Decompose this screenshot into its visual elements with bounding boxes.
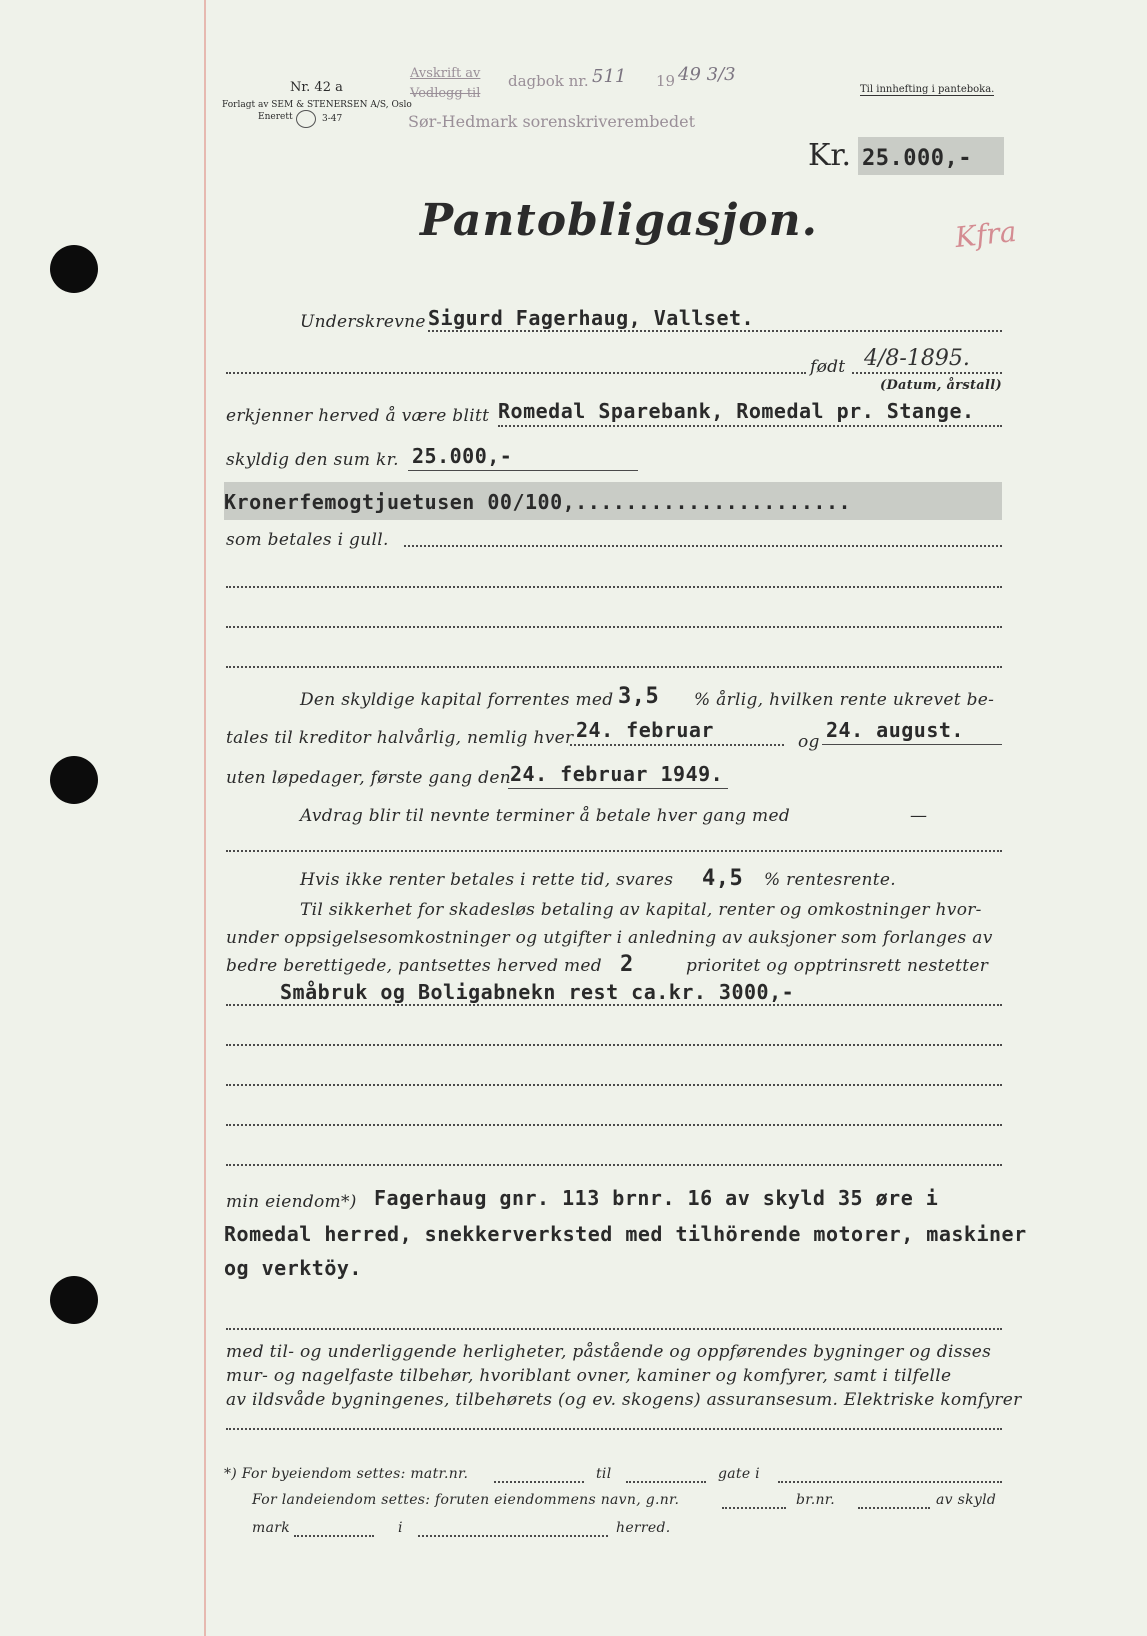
footnote-line-2: For landeiendom settes: foruten eiendommens navn, g.nr. xyxy=(252,1492,680,1508)
sum-words: Kronerfemogtjuetusen 00/100,...................... xyxy=(224,490,852,514)
publisher-logo xyxy=(296,110,316,128)
dotted-line xyxy=(226,372,806,374)
dotted-line xyxy=(294,1535,374,1537)
terms-line-1: med til- og underliggende herligheter, påstående og oppførendes bygninger og disses xyxy=(226,1342,992,1362)
dotted-line xyxy=(226,850,1002,852)
term-date-1: 24. februar xyxy=(576,718,714,742)
first-date-underline xyxy=(508,788,728,789)
og-text: og xyxy=(798,732,820,752)
stamp-avskrift: Avskrift av xyxy=(410,66,481,81)
page-title: Pantobligasjon. xyxy=(420,195,818,246)
sum-amount: 25.000,- xyxy=(412,444,513,468)
security-line-3b: prioritet og opptrinsrett nestetter xyxy=(686,956,989,976)
amount-prefix: Kr. xyxy=(808,138,851,173)
property-line-2: Romedal herred, snekkerverksted med tilhörende motorer, maskiner xyxy=(224,1222,1027,1246)
dagbok-number: 511 xyxy=(592,66,627,87)
stamp-year-prefix: 19 xyxy=(656,72,676,90)
dotted-line xyxy=(494,1481,584,1483)
dotted-line xyxy=(418,1535,608,1537)
dotted-line xyxy=(570,744,784,746)
footnote-line-1: *) For byeiendom settes: matr.nr. xyxy=(224,1466,469,1482)
priority-value: 2 xyxy=(620,952,634,977)
debtor-name: Sigurd Fagerhaug, Vallset. xyxy=(428,306,755,330)
publisher-code: 3-47 xyxy=(322,114,343,124)
dotted-line xyxy=(428,330,1002,332)
dotted-line xyxy=(226,626,1002,628)
footnote-skyld: av skyld xyxy=(936,1492,997,1508)
dotted-line xyxy=(226,1084,1002,1086)
security-line-1: Til sikkerhet for skadesløs betaling av kapital, renter og omkostninger hvor- xyxy=(300,900,982,920)
dotted-line xyxy=(226,586,1002,588)
terms-line-3: av ildsvåde bygningenes, tilbehørets (og ev. skogens) assuransesum. Elektriske komfyrer xyxy=(226,1390,1022,1410)
stamp-office: Sør-Hedmark sorenskriverembedet xyxy=(408,112,696,131)
dotted-line xyxy=(226,1044,1002,1046)
dotted-line xyxy=(226,666,1002,668)
prior-claim: Småbruk og Boligabnekn rest ca.kr. 3000,- xyxy=(280,980,795,1004)
security-line-3: bedre berettigede, pantsettes herved med xyxy=(226,956,602,976)
dotted-line xyxy=(722,1507,786,1509)
first-date-label: uten løpedager, første gang den xyxy=(226,768,511,788)
dotted-line xyxy=(226,1124,1002,1126)
dotted-line xyxy=(226,1328,1002,1330)
publisher-enerett: Enerett xyxy=(258,112,293,122)
property-label: min eiendom*) xyxy=(226,1192,357,1212)
term-date-2: 24. august. xyxy=(826,718,964,742)
dotted-line xyxy=(852,372,1002,374)
installment-value: — xyxy=(910,806,928,826)
born-date: 4/8-1895. xyxy=(864,346,970,371)
term-underline xyxy=(822,744,1002,745)
installment-text: Avdrag blir til nevnte terminer å betale hver gang med xyxy=(300,806,790,826)
dotted-line xyxy=(226,1164,1002,1166)
property-line-3: og verktöy. xyxy=(224,1256,362,1280)
dotted-line xyxy=(404,545,1002,547)
first-date: 24. februar 1949. xyxy=(510,762,724,786)
late-rate: 4,5 xyxy=(702,866,744,891)
footnote-til: til xyxy=(596,1466,612,1482)
payment-label: som betales i gull. xyxy=(226,530,389,550)
publisher-line: Forlagt av SEM & STENERSEN A/S, Oslo xyxy=(222,100,412,110)
year-date: 49 3/3 xyxy=(678,64,736,85)
footnote-herred: herred. xyxy=(616,1520,671,1536)
footnote-gate: gate i xyxy=(718,1466,760,1482)
security-line-2: under oppsigelsesomkostninger og utgifter i anledning av auksjoner som forlanges av xyxy=(226,928,993,948)
footnote-mark: mark xyxy=(252,1520,290,1536)
footnote-i: i xyxy=(398,1520,403,1536)
dotted-line xyxy=(778,1481,1002,1483)
punch-hole xyxy=(50,245,98,293)
stamp-vedlegg: Vedlegg til xyxy=(410,86,481,101)
late-text-b: % rentesrente. xyxy=(764,870,896,890)
born-hint: (Datum, årstall) xyxy=(880,378,1002,393)
property-line-1: Fagerhaug gnr. 113 brnr. 16 av skyld 35 øre i xyxy=(374,1186,939,1210)
interest-text: Den skyldige kapital forrentes med xyxy=(300,690,614,710)
footnote-brnr: br.nr. xyxy=(796,1492,835,1508)
sum-label: skyldig den sum kr. xyxy=(226,450,399,470)
dotted-line xyxy=(498,425,1002,427)
check-mark: Kfra xyxy=(953,214,1018,255)
interest-rate: 3,5 xyxy=(618,684,660,709)
punch-hole xyxy=(50,1276,98,1324)
punch-hole xyxy=(50,756,98,804)
interest-text-b: % årlig, hvilken rente ukrevet be- xyxy=(694,690,995,710)
creditor-name: Romedal Sparebank, Romedal pr. Stange. xyxy=(498,399,975,423)
stamp-dagbok: dagbok nr. xyxy=(508,72,589,90)
born-label: født xyxy=(810,357,846,377)
amount-value: 25.000,- xyxy=(862,146,972,171)
form-number: Nr. 42 a xyxy=(290,80,343,95)
binding-note: Til innhefting i panteboka. xyxy=(860,84,995,95)
margin-line xyxy=(204,0,206,1636)
late-text: Hvis ikke renter betales i rette tid, svares xyxy=(300,870,674,890)
dotted-line xyxy=(226,1004,1002,1006)
debtor-label: Underskrevne xyxy=(300,312,426,332)
sum-underline xyxy=(408,470,638,471)
terms-line-2: mur- og nagelfaste tilbehør, hvoriblant ovner, kaminer og komfyrer, samt i tilfelle xyxy=(226,1366,952,1386)
dotted-line xyxy=(226,1428,1002,1430)
dotted-line xyxy=(858,1507,930,1509)
creditor-label: erkjenner herved å være blitt xyxy=(226,406,490,426)
dotted-line xyxy=(626,1481,706,1483)
halfyear-text: tales til kreditor halvårlig, nemlig hver xyxy=(226,728,574,748)
